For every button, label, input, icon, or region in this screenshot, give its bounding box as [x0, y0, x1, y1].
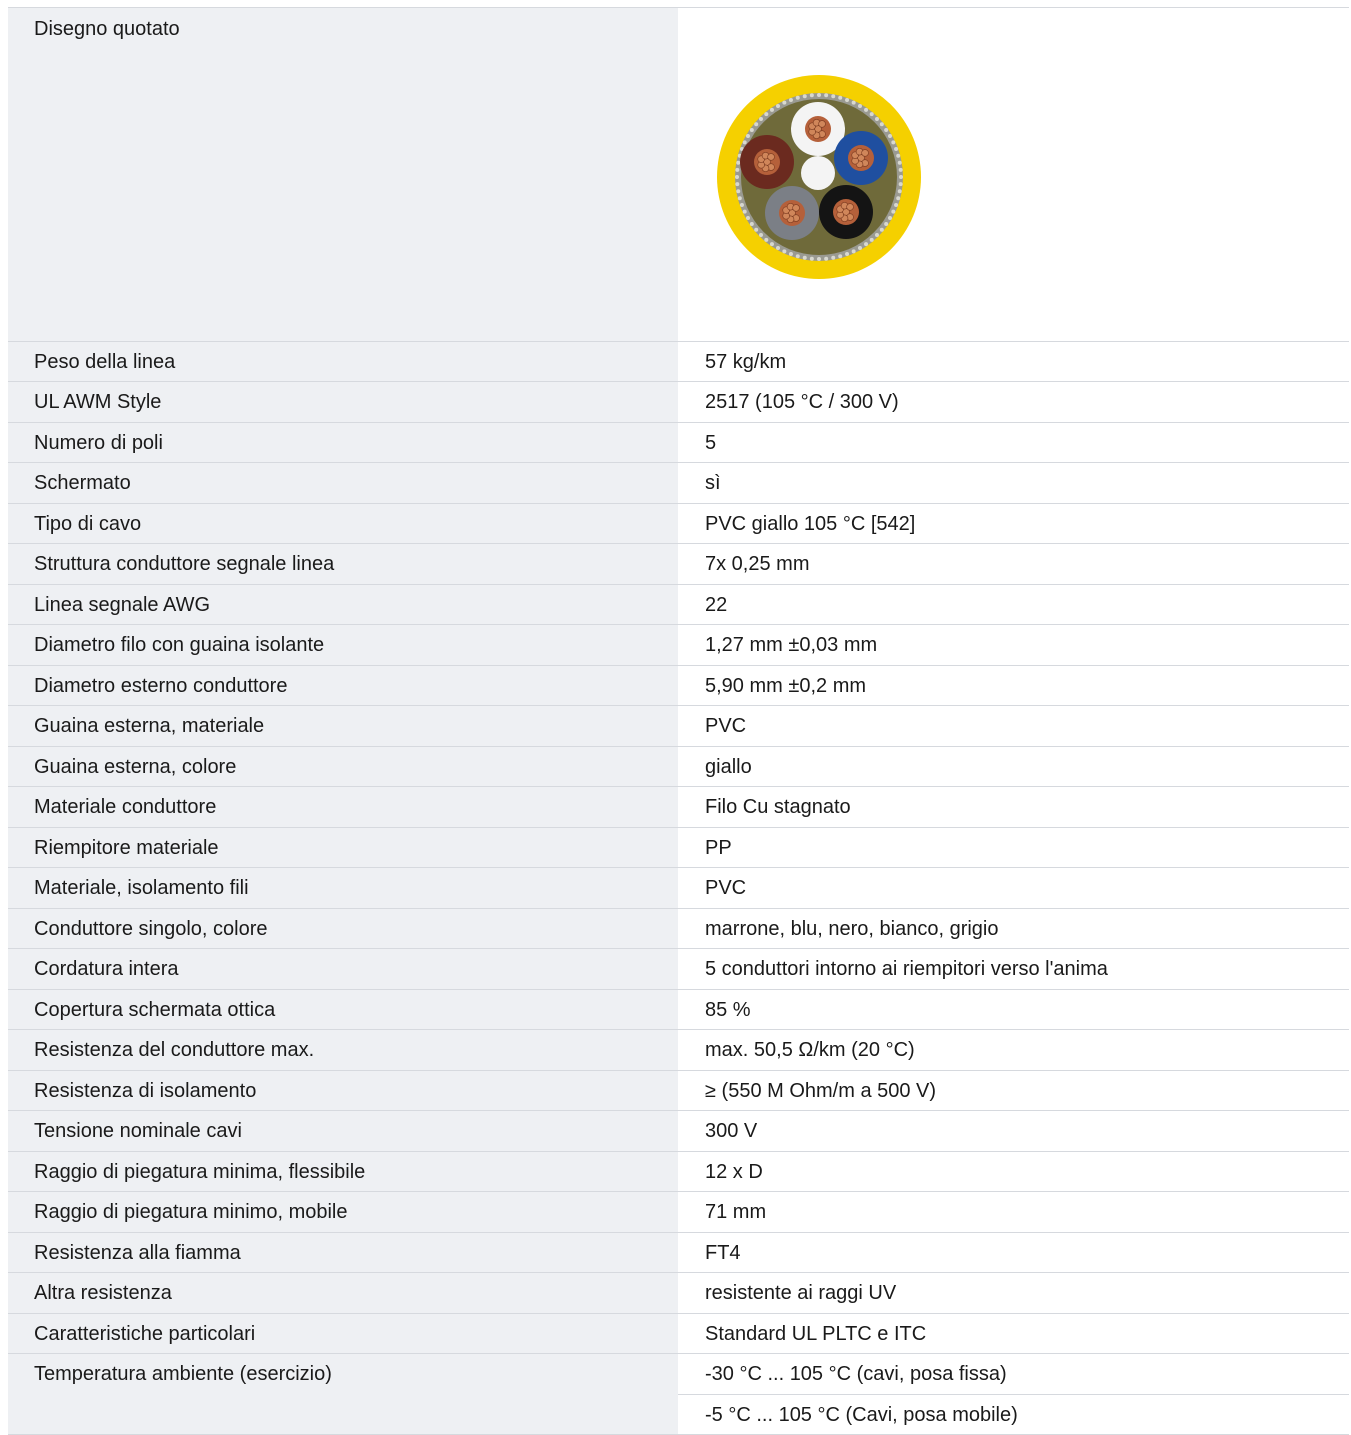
spec-label: Materiale, isolamento fili [8, 868, 678, 909]
spec-value: 1,27 mm ±0,03 mm [678, 625, 1349, 666]
spec-label: Copertura schermata ottica [8, 989, 678, 1030]
spec-row [8, 625, 1349, 666]
spec-value: 7x 0,25 mm [678, 544, 1349, 585]
spec-row [8, 382, 1349, 423]
spec-value: 57 kg/km [678, 341, 1349, 382]
spec-label: Raggio di piegatura minima, flessibile [8, 1151, 678, 1192]
spec-value: 71 mm [678, 1192, 1349, 1233]
spec-row [8, 949, 1349, 990]
spec-row [8, 1030, 1349, 1071]
spec-value: ≥ (550 M Ohm/m a 500 V) [678, 1070, 1349, 1111]
spec-label: Raggio di piegatura minimo, mobile [8, 1192, 678, 1233]
spec-value: PVC giallo 105 °C [542] [678, 503, 1349, 544]
spec-label: Diametro esterno conduttore [8, 665, 678, 706]
spec-row [8, 584, 1349, 625]
spec-label: Guaina esterna, colore [8, 746, 678, 787]
spec-label: Resistenza di isolamento [8, 1070, 678, 1111]
spec-label: Conduttore singolo, colore [8, 908, 678, 949]
spec-row [8, 665, 1349, 706]
spec-label: Tensione nominale cavi [8, 1111, 678, 1152]
spec-label: Caratteristiche particolari [8, 1313, 678, 1354]
spec-value: Standard UL PLTC e ITC [678, 1313, 1349, 1354]
spec-value: -5 °C ... 105 °C (Cavi, posa mobile) [678, 1394, 1349, 1435]
spec-label: Guaina esterna, materiale [8, 706, 678, 747]
spec-row [8, 1070, 1349, 1111]
spec-row [8, 341, 1349, 382]
spec-value: sì [678, 463, 1349, 504]
spec-value: resistente ai raggi UV [678, 1273, 1349, 1314]
spec-value: 12 x D [678, 1151, 1349, 1192]
spec-label: Riempitore materiale [8, 827, 678, 868]
spec-label: Materiale conduttore [8, 787, 678, 828]
spec-row [8, 908, 1349, 949]
spec-value: 22 [678, 584, 1349, 625]
spec-row [8, 827, 1349, 868]
spec-row [8, 746, 1349, 787]
spec-label: UL AWM Style [8, 382, 678, 423]
top-divider [8, 0, 1349, 8]
spec-value: FT4 [678, 1232, 1349, 1273]
center-filler [801, 156, 835, 190]
spec-label: Temperatura ambiente (esercizio) [8, 1354, 678, 1395]
technical-data-table [8, 8, 1349, 1435]
spec-label: Cordatura intera [8, 949, 678, 990]
spec-value: PVC [678, 706, 1349, 747]
spec-value: giallo [678, 746, 1349, 787]
spec-row [8, 1151, 1349, 1192]
spec-value: 5 conduttori intorno ai riempitori verso l'anima [678, 949, 1349, 990]
spec-row [8, 1273, 1349, 1314]
cable-cross-section-image [714, 72, 924, 282]
spec-label: Linea segnale AWG [8, 584, 678, 625]
dimensional-drawing-row [8, 8, 1349, 341]
spec-row [8, 706, 1349, 747]
spec-value: 2517 (105 °C / 300 V) [678, 382, 1349, 423]
dimensional-drawing-cell [678, 8, 1349, 341]
spec-row [8, 1111, 1349, 1152]
spec-value: marrone, blu, nero, bianco, grigio [678, 908, 1349, 949]
dimensional-drawing-label: Disegno quotato [8, 8, 678, 341]
spec-row [8, 989, 1349, 1030]
spec-label: Peso della linea [8, 341, 678, 382]
spec-label: Tipo di cavo [8, 503, 678, 544]
spec-label: Diametro filo con guaina isolante [8, 625, 678, 666]
spec-row [8, 1313, 1349, 1354]
spec-row [8, 1354, 1349, 1395]
spec-row [8, 1192, 1349, 1233]
spec-label: Resistenza alla fiamma [8, 1232, 678, 1273]
spec-row [8, 868, 1349, 909]
spec-row [8, 544, 1349, 585]
spec-label: Struttura conduttore segnale linea [8, 544, 678, 585]
spec-value: Filo Cu stagnato [678, 787, 1349, 828]
spec-row [8, 463, 1349, 504]
spec-label [8, 1394, 678, 1435]
spec-value: 300 V [678, 1111, 1349, 1152]
spec-row [8, 1232, 1349, 1273]
spec-value: 5,90 mm ±0,2 mm [678, 665, 1349, 706]
spec-label: Resistenza del conduttore max. [8, 1030, 678, 1071]
spec-label: Numero di poli [8, 422, 678, 463]
spec-label: Schermato [8, 463, 678, 504]
spec-value: PP [678, 827, 1349, 868]
cable-cross-section-icon [714, 72, 924, 282]
spec-row [8, 787, 1349, 828]
spec-row [8, 1394, 1349, 1435]
spec-row [8, 422, 1349, 463]
spec-value: PVC [678, 868, 1349, 909]
spec-row [8, 503, 1349, 544]
spec-value: 85 % [678, 989, 1349, 1030]
spec-value: 5 [678, 422, 1349, 463]
spec-value: max. 50,5 Ω/km (20 °C) [678, 1030, 1349, 1071]
spec-value: -30 °C ... 105 °C (cavi, posa fissa) [678, 1354, 1349, 1395]
spec-label: Altra resistenza [8, 1273, 678, 1314]
